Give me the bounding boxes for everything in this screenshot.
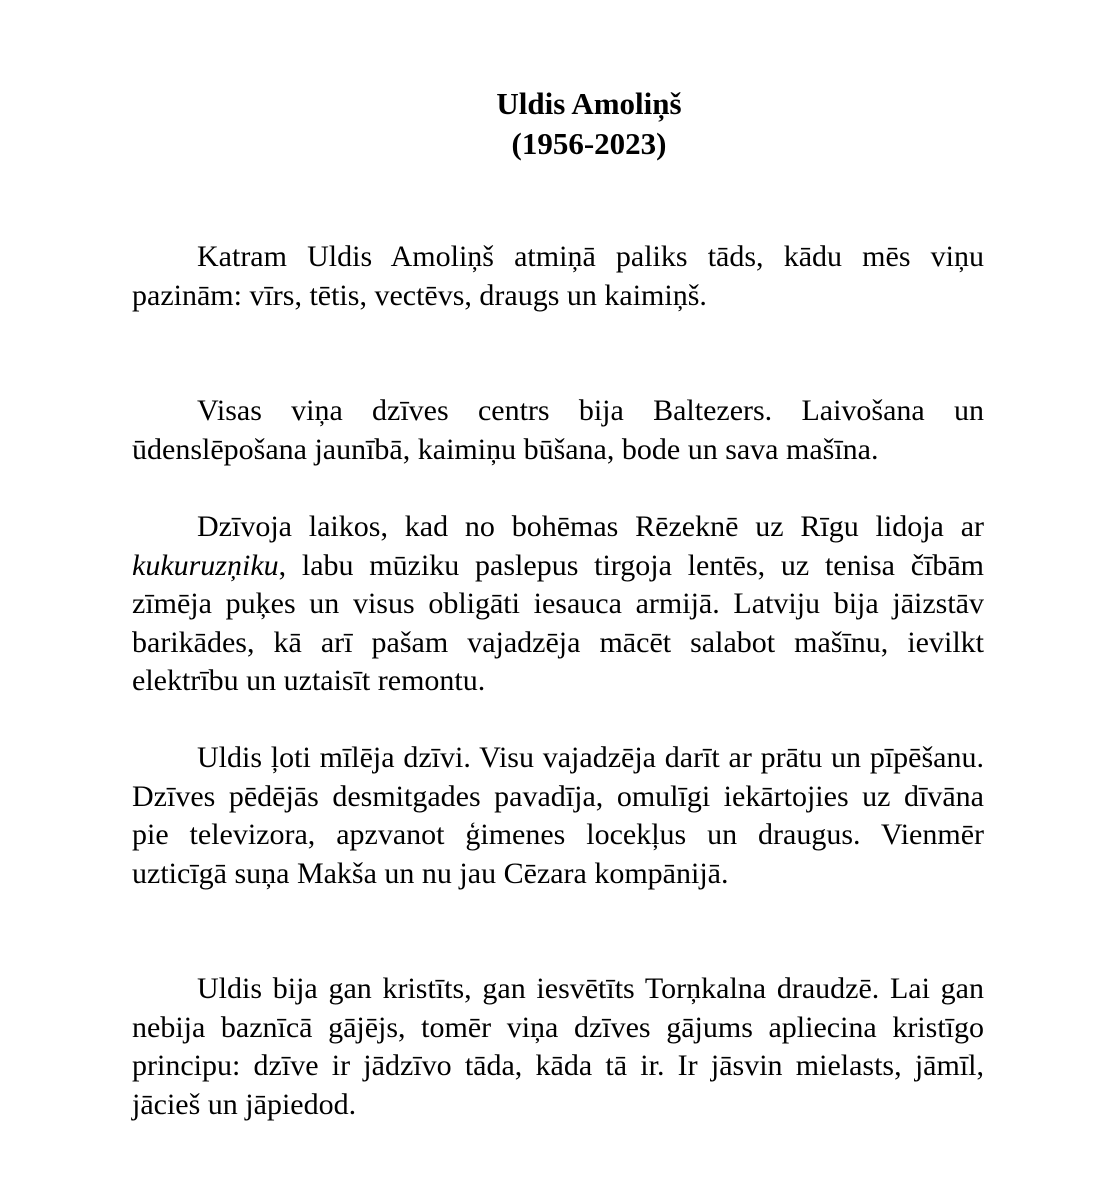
document-heading — [0, 84, 1114, 164]
paragraph-text: Katram Uldis Amoliņš atmiņā paliks tāds, kādu mēs viņu pazinām: vīrs, tētis, vectēvs, draugs un kaimiņš. — [132, 240, 984, 312]
paragraph-text: Uldis ļoti mīlēja dzīvi. Visu vajadzēja darīt ar prātu un pīpēšanu. Dzīves pēdējās desmitgades pavadīja, omulīgi iekārtojies uz dīvāna pie televizora, apzvanot ģimenes locekļus un draugus. Vienmēr uzticīgā suņa Makša un nu jau Cēzara kompānijā. — [132, 741, 984, 890]
paragraph-1 — [132, 238, 984, 315]
person-name: Uldis Amoliņš — [496, 86, 682, 121]
paragraph-text: Visas viņa dzīves centrs bija Baltezers. Laivošana un ūdenslēpošana jaunībā, kaimiņu būšana, bode un sava mašīna. — [132, 394, 984, 466]
paragraph-3 — [132, 508, 984, 701]
life-years: (1956-2023) — [511, 126, 667, 161]
paragraph-4 — [132, 739, 984, 893]
paragraph-text-end: , labu mūziku paslepus tirgoja lentēs, uz tenisa čībām zīmēja puķes un visus obligāti iesauca armijā. Latviju bija jāizstāv barikādes, kā arī pašam vajadzēja mācēt salabot mašīnu, ievilkt elektrību un uztaisīt remontu. — [132, 548, 984, 697]
paragraph-text-start: Dzīvoja laikos, kad no bohēmas Rēzeknē uz Rīgu lidoja ar — [197, 510, 984, 543]
italic-term: kukuruzņiku — [132, 548, 279, 582]
paragraph-5 — [132, 970, 984, 1124]
paragraph-text — [132, 508, 984, 701]
paragraph-text: Uldis bija gan kristīts, gan iesvētīts Torņkalna draudzē. Lai gan nebija baznīcā gājējs, tomēr viņa dzīves gājums apliecina kristīgo principu: dzīve ir jādzīvo tāda, kāda tā ir. Ir jāsvin mielasts, jāmīl, jācieš un jāpiedod. — [132, 972, 984, 1121]
paragraph-2 — [132, 392, 984, 469]
